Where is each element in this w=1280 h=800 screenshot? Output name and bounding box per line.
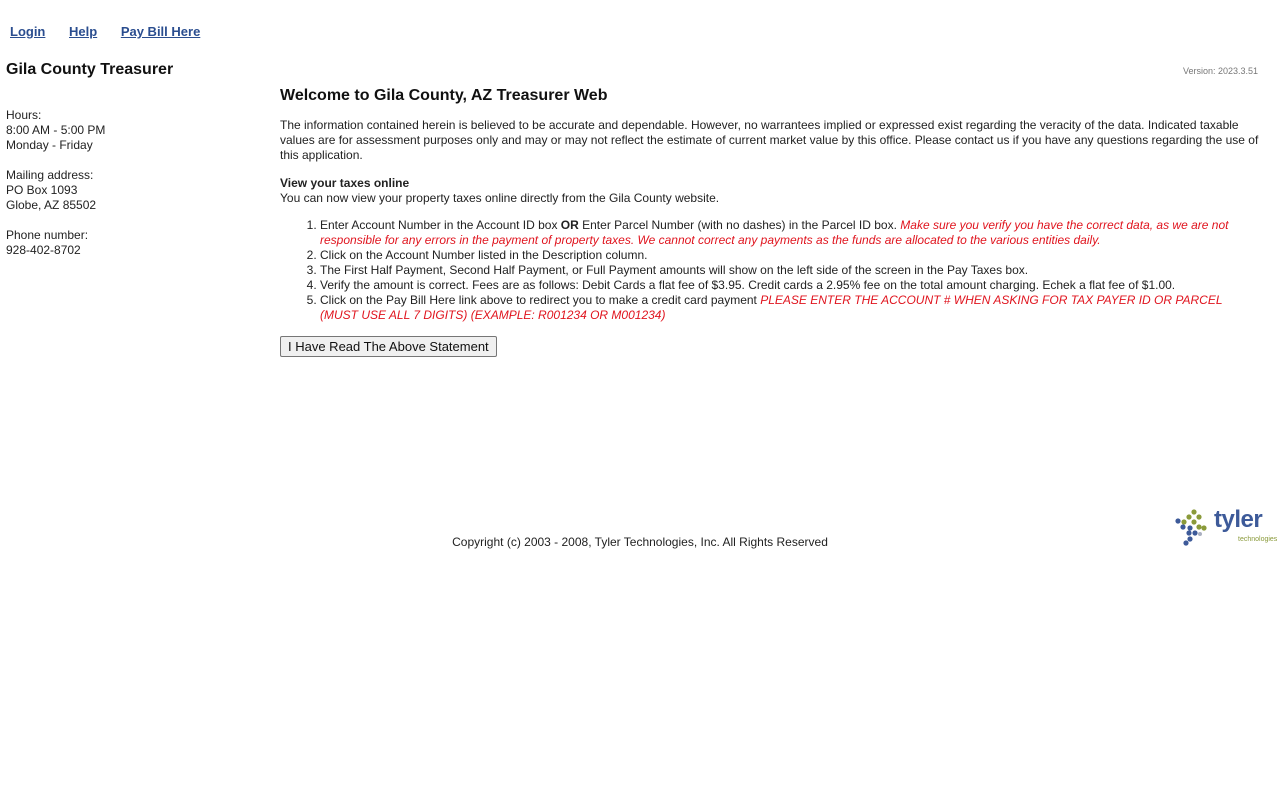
instruction-step-1: 1. Enter Account Number in the Account ID box OR Enter Parcel Number (with no dashes) in the Parcel ID box. Make sure you verify you have the correct data, as we are not responsible for any errors in the payment of property taxes. We cannot correct any payments as the funds are allocated to the various entities daily. [320,218,1260,248]
hours-label: Hours: [6,108,42,122]
disclaimer-text: The information contained herein is believed to be accurate and dependable. However, no warrantees implied or expressed exist regarding the veracity of the data. Indicated taxable values are for assessment purposes only and may or may not reflect the estimate of current market value by this office. Please contact us if you have any questions regarding the use of this application. [280,118,1259,162]
tyler-dots-icon [1172,508,1212,546]
instruction-step-3: 3. The First Half Payment, Second Half Payment, or Full Payment amounts will show on the left side of the screen in the Pay Taxes box. [320,263,1260,278]
mailing-line2: Globe, AZ 85502 [6,198,97,212]
account-warning-text: PLEASE ENTER THE ACCOUNT # WHEN ASKING FOR TAX PAYER ID OR PARCEL (MUST USE ALL 7 DIGITS) (EXAMPLE: R001234 OR M001234) [320,293,1223,322]
help-link[interactable]: Help [69,24,98,39]
pay-bill-link[interactable]: Pay Bill Here [120,24,201,39]
instruction-step-2: 2. Click on the Account Number listed in the Description column. [320,248,1260,263]
logo-wordmark: tyler [1214,506,1263,533]
view-taxes-heading: View your taxes online [280,176,410,190]
site-title: Gila County Treasurer [6,61,174,78]
hours-block [6,108,105,153]
tyler-logo [1172,508,1280,548]
phone-label: Phone number: [6,228,89,242]
version-label: Version: 2023.3.51 [1182,66,1258,76]
phone-value: 928-402-8702 [6,243,81,257]
warning-text: Make sure you verify you have the correct data, as we are not responsible for any errors in the payment of property taxes. We cannot correct any payments as the funds are allocated to the various entities daily. [320,218,1229,247]
logo-subtext: technologies [1238,536,1278,543]
office-info [6,108,105,273]
top-navigation [10,24,220,39]
phone-block [6,228,105,258]
page-title: Welcome to Gila County, AZ Treasurer Web [280,87,608,104]
mailing-label: Mailing address: [6,168,94,182]
instruction-step-5: 5. Click on the Pay Bill Here link above to redirect you to make a credit card payment PLEASE ENTER THE ACCOUNT # WHEN ASKING FOR TAX PAYER ID OR PARCEL (MUST USE ALL 7 DIGITS) (EXAMPLE: R001234 OR M001234) [320,293,1260,323]
acknowledge-statement-button[interactable]: I Have Read The Above Statement [280,336,497,357]
copyright-text: Copyright (c) 2003 - 2008, Tyler Technologies, Inc. All Rights Reserved [452,535,828,549]
instructions-list [280,218,1260,323]
mailing-block [6,168,105,213]
view-taxes-text: You can now view your property taxes online directly from the Gila County website. [280,191,720,205]
hours-time: 8:00 AM - 5:00 PM [6,123,106,137]
main-content [280,86,1260,357]
login-link[interactable]: Login [10,24,46,39]
instruction-step-4: 4. Verify the amount is correct. Fees are as follows: Debit Cards a flat fee of $3.95. Credit cards a 2.95% fee on the total amount charging. Echek a flat fee of $1.00. [320,278,1260,293]
mailing-line1: PO Box 1093 [6,183,78,197]
hours-days: Monday - Friday [6,138,93,152]
